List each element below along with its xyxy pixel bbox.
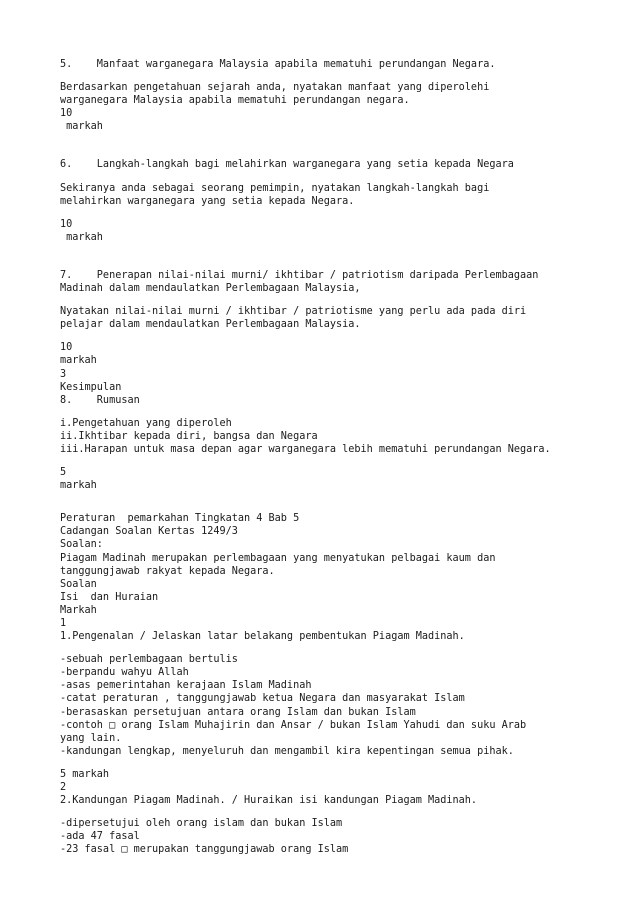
question-5 xyxy=(60,58,620,133)
question-7-heading-line: 7. Penerapan nilai-nilai murni/ ikhtibar / patriotism daripada Perlembagaan xyxy=(60,269,539,281)
question-6-marks-label: markah xyxy=(60,231,103,243)
question-6-heading: 6. Langkah-langkah bagi melahirkan warganegara yang setia kepada Negara xyxy=(60,159,514,171)
question-6-text-line: Sekiranya anda sebagai seorang pemimpin, nyatakan langkah-langkah bagi xyxy=(60,182,490,194)
question-5-marks-number: 10 xyxy=(60,108,73,120)
scheme-question-label: Soalan: xyxy=(60,539,103,551)
list-item: iii.Harapan untuk masa depan agar warganegara lebih mematuhi perundangan Negara. xyxy=(60,443,551,455)
scheme-point: -kandungan lengkap, menyeluruh dan mengambil kira kepentingan semua pihak. xyxy=(60,745,514,757)
scheme-point: yang lain. xyxy=(60,732,122,744)
scheme-point: -dipersetujui oleh orang islam dan bukan Islam xyxy=(60,818,343,830)
scheme-marks: 5 markah xyxy=(60,768,110,780)
scheme-part-heading: 2.Kandungan Piagam Madinah. / Huraikan isi kandungan Piagam Madinah. xyxy=(60,795,478,807)
scheme-part-heading: 1.Pengenalan / Jelaskan latar belakang pembentukan Piagam Madinah. xyxy=(60,631,465,643)
scheme-question-text: Piagam Madinah merupakan perlembagaan yang menyatukan pelbagai kaum dan xyxy=(60,552,496,564)
question-7-text-line: pelajar dalam mendaulatkan Perlembagaan Malaysia. xyxy=(60,319,361,331)
section-title: Kesimpulan xyxy=(60,381,122,393)
question-5-text-line: warganegara Malaysia apabila mematuhi perundangan negara. xyxy=(60,95,410,107)
question-8-marks-label: markah xyxy=(60,480,97,492)
question-7-marks-label: markah xyxy=(60,355,97,367)
list-item: ii.Ikhtibar kepada diri, bangsa dan Negara xyxy=(60,430,318,442)
scheme-point: -ada 47 fasal xyxy=(60,831,140,843)
marking-scheme xyxy=(60,512,620,856)
question-6-marks-number: 10 xyxy=(60,218,73,230)
question-7 xyxy=(60,269,620,394)
scheme-part-number: 2 xyxy=(60,782,67,794)
question-5-heading: 5. Manfaat warganegara Malaysia apabila mematuhi perundangan Negara. xyxy=(60,59,496,70)
scheme-part-number: 1 xyxy=(60,618,67,629)
scheme-title: Peraturan pemarkahan Tingkatan 4 Bab 5 xyxy=(60,513,300,525)
scheme-point: -contoh □ orang Islam Muhajirin dan Ansar / bukan Islam Yahudi dan suku Arab xyxy=(60,719,527,731)
question-6-text-line: melahirkan warganegara yang setia kepada Negara. xyxy=(60,195,355,207)
question-7-heading-line: Madinah dalam mendaulatkan Perlembagaan Malaysia, xyxy=(60,283,361,295)
question-5-marks-label: markah xyxy=(60,121,103,133)
document-page xyxy=(60,58,620,857)
list-item: i.Pengetahuan yang diperoleh xyxy=(60,417,232,429)
question-6 xyxy=(60,158,620,243)
scheme-column-header: Markah xyxy=(60,604,97,616)
scheme-paper-code: Cadangan Soalan Kertas 1249/3 xyxy=(60,526,238,538)
question-8 xyxy=(60,394,620,493)
question-7-marks-number: 10 xyxy=(60,342,73,354)
question-8-marks-number: 5 xyxy=(60,467,67,479)
scheme-column-header: Isi dan Huraian xyxy=(60,591,159,603)
scheme-point: -berpandu wahyu Allah xyxy=(60,667,189,679)
section-number: 3 xyxy=(60,368,67,380)
question-7-text-line: Nyatakan nilai-nilai murni / ikhtibar / patriotisme yang perlu ada pada diri xyxy=(60,306,527,318)
scheme-point: -berasaskan persetujuan antara orang Islam dan bukan Islam xyxy=(60,706,416,718)
scheme-point: -sebuah perlembagaan bertulis xyxy=(60,654,238,666)
scheme-point: -asas pemerintahan kerajaan Islam Madinah xyxy=(60,680,312,692)
scheme-point: -catat peraturan , tanggungjawab ketua Negara dan masyarakat Islam xyxy=(60,693,465,705)
question-8-heading: 8. Rumusan xyxy=(60,394,140,406)
scheme-question-text: tanggungjawab rakyat kepada Negara. xyxy=(60,565,275,577)
scheme-point: -23 fasal □ merupakan tanggungjawab orang Islam xyxy=(60,844,349,856)
question-5-text-line: Berdasarkan pengetahuan sejarah anda, nyatakan manfaat yang diperolehi xyxy=(60,82,490,94)
scheme-column-header: Soalan xyxy=(60,578,97,590)
